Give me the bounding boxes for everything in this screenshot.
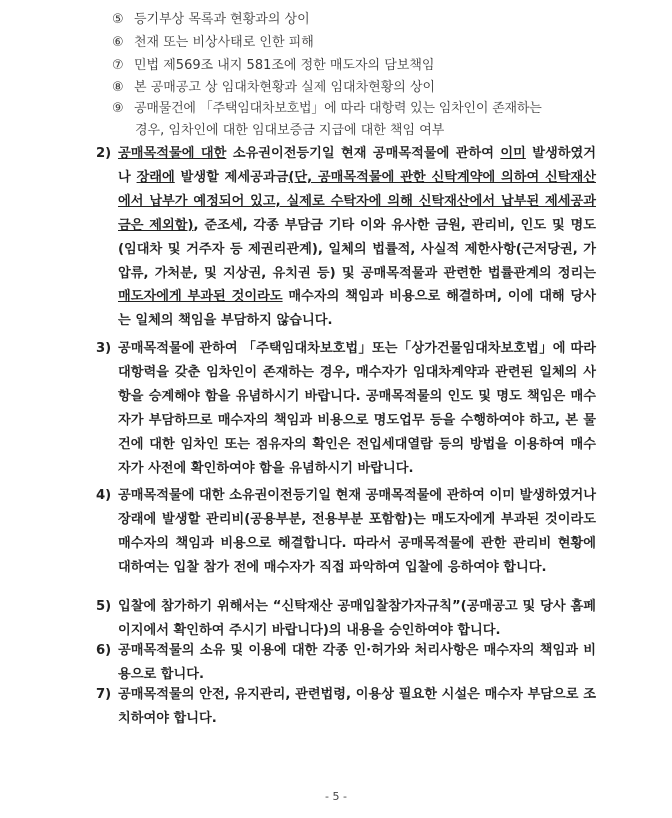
page-number: - 5 - [325,790,347,803]
sub-item-number: ⑧ [112,80,124,95]
clause-number: 6) [96,643,112,658]
sub-item-6 [112,32,602,54]
clause-text-segment: (단, 공매목적물에 관한 신탁계약에 의하여 신탁재산에서 납부가 예정되어 있고, 실제로 수탁자에 의해 신탁재산에서 납부된 제세공과금은 제외함) [118,169,596,233]
clause-number: 4) [96,488,112,503]
clause-3 [96,337,596,480]
clause-number: 2) [96,146,112,161]
clause-text-segment: 발생할 제세공과금 [174,169,289,185]
clause-number: 7) [96,687,112,702]
clause-number: 5) [96,599,112,614]
clause-text-segment: 매수자의 책임과 비용으로 해결하며, 이에 대해 당사는 일체의 책임을 부담하지 않습니다. [118,289,596,329]
sub-item-number: ⑤ [112,12,124,27]
sub-item-number: ⑦ [112,58,124,73]
sub-item-number: ⑨ [112,101,124,116]
clause-text-segment: 공매목적물에 대한 [118,146,227,161]
sub-item-text: 민법 제569조 내지 581조에 정한 매도자의 담보책임 [134,58,435,73]
sub-item-9 [112,98,602,120]
sub-item-text: 공매물건에 「주택임대차보호법」에 따라 대항력 있는 임차인이 존재하는 [134,101,542,116]
clause-body: 공매목적물에 관하여 「주택임대차보호법」또는「상가건물임대차보호법」에 따라 대항력을 갖춘 임차인이 존재하는 경우, 매수자가 임대차계약과 관련된 일체의 사항을 승계해야 함을 유념하시기 바랍니다. 공매목적물의 인도 및 명도 책임은 매수자가 부담하므로 매수자의 책임과 비용으로 명도업무 등을 수행하여야 하고, 본 물건에 대한 임차인 또는 점유자의 확인은 전입세대열람 등의 방법을 이용하여 매수자가 사전에 확인하여야 함을 유념하시기 바랍니다. [118,341,596,476]
clause-body: 입찰에 참가하기 위해서는 “신탁재산 공매입찰참가자규칙”(공매공고 및 당사 홈페이지에서 확인하여 주시기 바랍니다)의 내용을 승인하여야 합니다. [118,599,596,638]
clause-5 [96,595,596,643]
clause-7 [96,683,596,731]
sub-item-9-continuation: 경우, 임차인에 대한 임대보증금 지급에 대한 책임 여부 [135,123,445,138]
clause-body: 공매목적물의 안전, 유지관리, 관련법령, 이용상 필요한 시설은 매수자 부담으로 조치하여야 합니다. [118,687,596,726]
clause-body [118,142,596,333]
sub-item-7 [112,55,602,77]
sub-item-5 [112,9,602,31]
clause-4 [96,484,596,580]
sub-item-8 [112,77,602,99]
clause-2 [96,142,596,333]
clause-number: 3) [96,341,112,356]
sub-item-text: 본 공매공고 상 임대차현황과 실제 임대차현황의 상이 [134,80,436,95]
clause-body: 공매목적물의 소유 및 이용에 대한 각종 인·허가와 처리사항은 매수자의 책임과 비용으로 합니다. [118,643,596,682]
clause-text-segment: 매도자에게 부과된 것이라도 [118,289,283,305]
clause-text-segment: 발생하였거나 [118,146,596,185]
clause-text-segment: 장래에 [136,169,175,185]
clause-body: 공매목적물에 대한 소유권이전등기일 현재 공매목적물에 관하여 이미 발생하였거나 장래에 발생할 관리비(공용부분, 전용부분 포함함)는 매도자에게 부과된 것이라도 매수자의 책임과 비용으로 해결합니다. 따라서 공매목적물에 관한 관리비 현황에 대하여는 입찰 참가 전에 매수자가 직접 파악하여 입찰에 응하여야 합니다. [118,488,597,575]
clause-text-segment: 이미 [500,146,526,161]
clause-text-segment: , 준조세, 각종 부담금 기타 이와 유사한 금원, 관리비, 인도 및 명도(임대차 및 거주자 등 제권리관계), 일체의 법률적, 사실적 제한사항(근저당권, 가압류, 가처분, 및 지상권, 유치권 등) 및 공매목적물과 관련한 법률관계의 정리는 [118,217,596,281]
sub-item-text: 등기부상 목록과 현황과의 상이 [134,12,310,27]
sub-item-text: 천재 또는 비상사태로 인한 피해 [134,35,314,50]
clause-6 [96,639,596,687]
sub-item-number: ⑥ [112,35,124,50]
clause-text-segment: 소유권이전등기일 현재 공매목적물에 관하여 [226,146,501,161]
